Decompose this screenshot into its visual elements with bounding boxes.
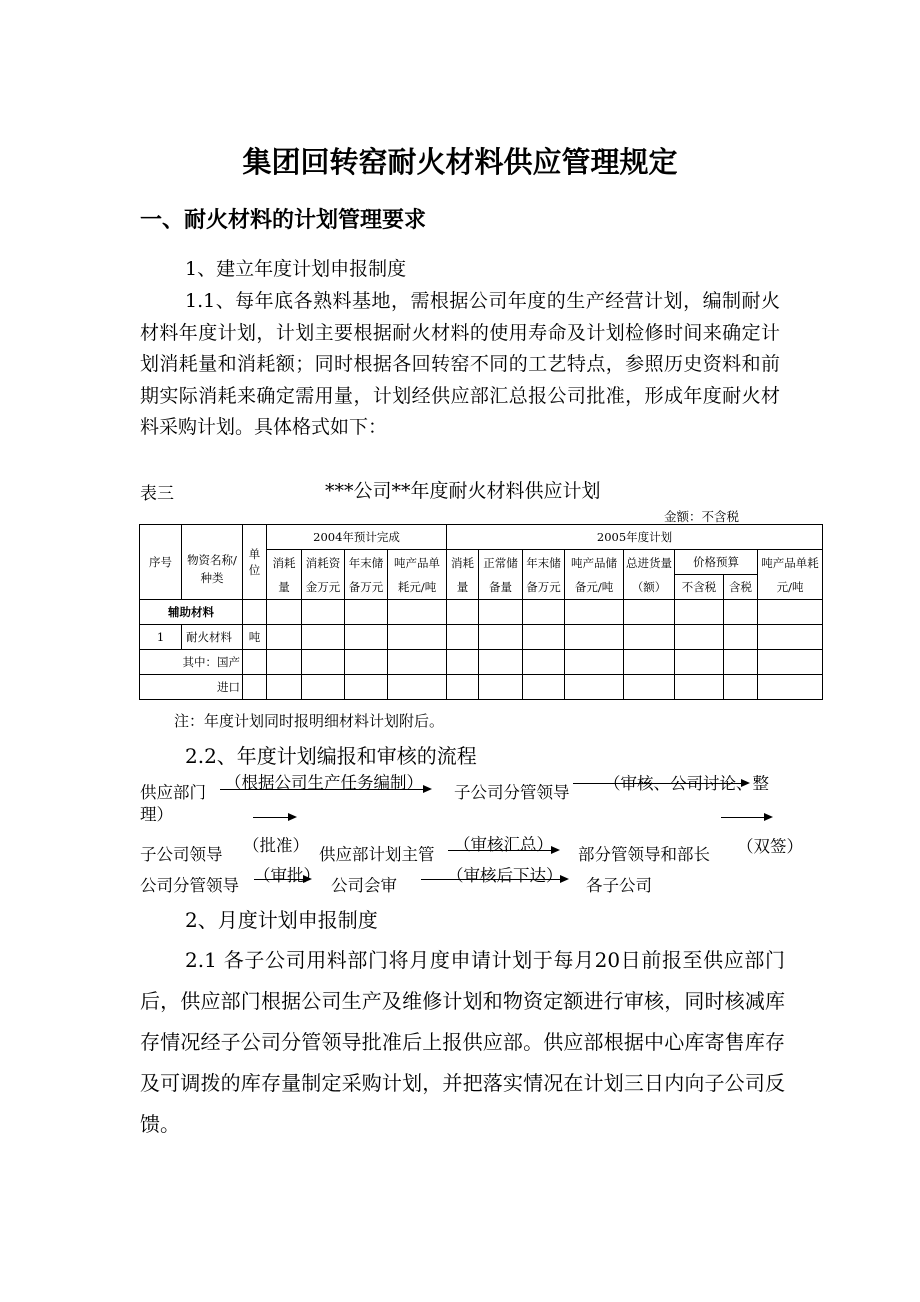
header-consume-fund: 消耗资金万元 — [302, 550, 345, 600]
header-seq: 序号 — [140, 525, 182, 600]
header-name: 物资名称/种类 — [182, 525, 243, 600]
header-normal-store: 正常储备量 — [479, 550, 523, 600]
item-2-heading: 2、月度计划申报制度 — [185, 908, 378, 932]
flow-node-co-review: 公司会审 — [331, 876, 397, 895]
header-tax: 含税 — [724, 575, 758, 600]
amount-note: 金额：不含税 — [664, 509, 740, 524]
flow-node-subsidiaries: 各子公司 — [586, 876, 652, 895]
header-no-tax: 不含税 — [675, 575, 724, 600]
table-title: ***公司**年度耐火材料供应计划 — [325, 480, 601, 502]
flow-node-sub-leader: 子公司分管领导 — [454, 783, 570, 802]
paragraph-2-1: 2.1 各子公司用料部门将月度申请计划于每月20日前报至供应部门后，供应部门根据公司生产及维修计划和物资定额进行审核，同时核减库存情况经子公司分管领导批准后上报供应部。供应部根据中心库寄售库存及可调拨的库存量制定采购计划，并把落实情况在计划三日内向子公司反馈。 — [140, 948, 785, 1136]
flow-label-6: （审批） — [254, 866, 320, 885]
flow-arrow-4 — [721, 817, 771, 818]
header-consume-2004: 消耗量 — [267, 550, 302, 600]
supply-plan-table — [139, 524, 823, 700]
table-row — [140, 600, 823, 625]
flow-label-2b: 理） — [140, 805, 173, 824]
flow-arrow-3 — [253, 817, 295, 818]
flow-label-7: （审核后下达） — [447, 866, 563, 885]
row1-unit: 吨 — [243, 625, 267, 650]
header-per-ton-2004: 吨产品单耗元/吨 — [388, 550, 447, 600]
header-per-ton-store: 吨产品储备元/吨 — [565, 550, 624, 600]
section-heading-1: 一、耐火材料的计划管理要求 — [140, 208, 427, 233]
flow-label-3: （批准） — [243, 836, 309, 855]
header-unit: 单位 — [243, 525, 267, 600]
flow-node-co-leader: 公司分管领导 — [140, 876, 239, 895]
table-row — [140, 675, 823, 700]
table-note: 注：年度计划同时报明细材料计划附后。 — [174, 712, 445, 730]
flow-node-supply-dept: 供应部门 — [140, 783, 206, 802]
header-yearend-2004: 年末储备万元 — [345, 550, 388, 600]
flow-label-2a: （审核、公司讨论、整 — [604, 774, 769, 793]
flow-node-dept-head: 部分管领导和部长 — [578, 845, 710, 864]
row1-seq: 1 — [140, 625, 182, 650]
flow-label-4: （审核汇总） — [454, 835, 553, 854]
header-2004: 2004年预计完成 — [267, 525, 447, 550]
header-total-in: 总进货量（额） — [624, 550, 675, 600]
table-label: 表三 — [140, 484, 174, 504]
flow-label-1: （根据公司生产任务编制） — [225, 773, 423, 792]
header-yearend-2005: 年末储备万元 — [523, 550, 565, 600]
table-header-row-1 — [140, 525, 823, 550]
item-1-heading: 1、建立年度计划申报制度 — [185, 258, 407, 280]
page-title: 集团回转窑耐火材料供应管理规定 — [242, 145, 678, 179]
flow-node-sub-head: 子公司领导 — [140, 845, 223, 864]
item-2-2-heading: 2.2、年度计划编报和审核的流程 — [185, 744, 477, 768]
flow-node-plan-supervisor: 供应部计划主管 — [319, 845, 435, 864]
table-row — [140, 650, 823, 675]
row2-name: 其中：国产 — [140, 650, 243, 675]
table-row — [140, 625, 823, 650]
header-price: 价格预算 — [675, 550, 758, 575]
row1-name: 耐火材料 — [182, 625, 243, 650]
flow-label-5: （双签） — [737, 837, 803, 856]
paragraph-1-1: 1.1、每年底各熟料基地，需根据公司年度的生产经营计划，编制耐火材料年度计划，计划主要根据耐火材料的使用寿命及计划检修时间来确定计划消耗量和消耗额；同时根据各回转窑不同的工艺特点，参照历史资料和前期实际消耗来确定需用量，计划经供应部汇总报公司批准，形成年度耐火材料采购计划。具体格式如下： — [140, 290, 780, 438]
row-aux-label: 辅助材料 — [140, 600, 243, 625]
header-consume-2005: 消耗量 — [447, 550, 479, 600]
header-2005: 2005年度计划 — [447, 525, 823, 550]
row3-name: 进口 — [140, 675, 243, 700]
header-per-ton-2005: 吨产品单耗元/吨 — [758, 550, 823, 600]
